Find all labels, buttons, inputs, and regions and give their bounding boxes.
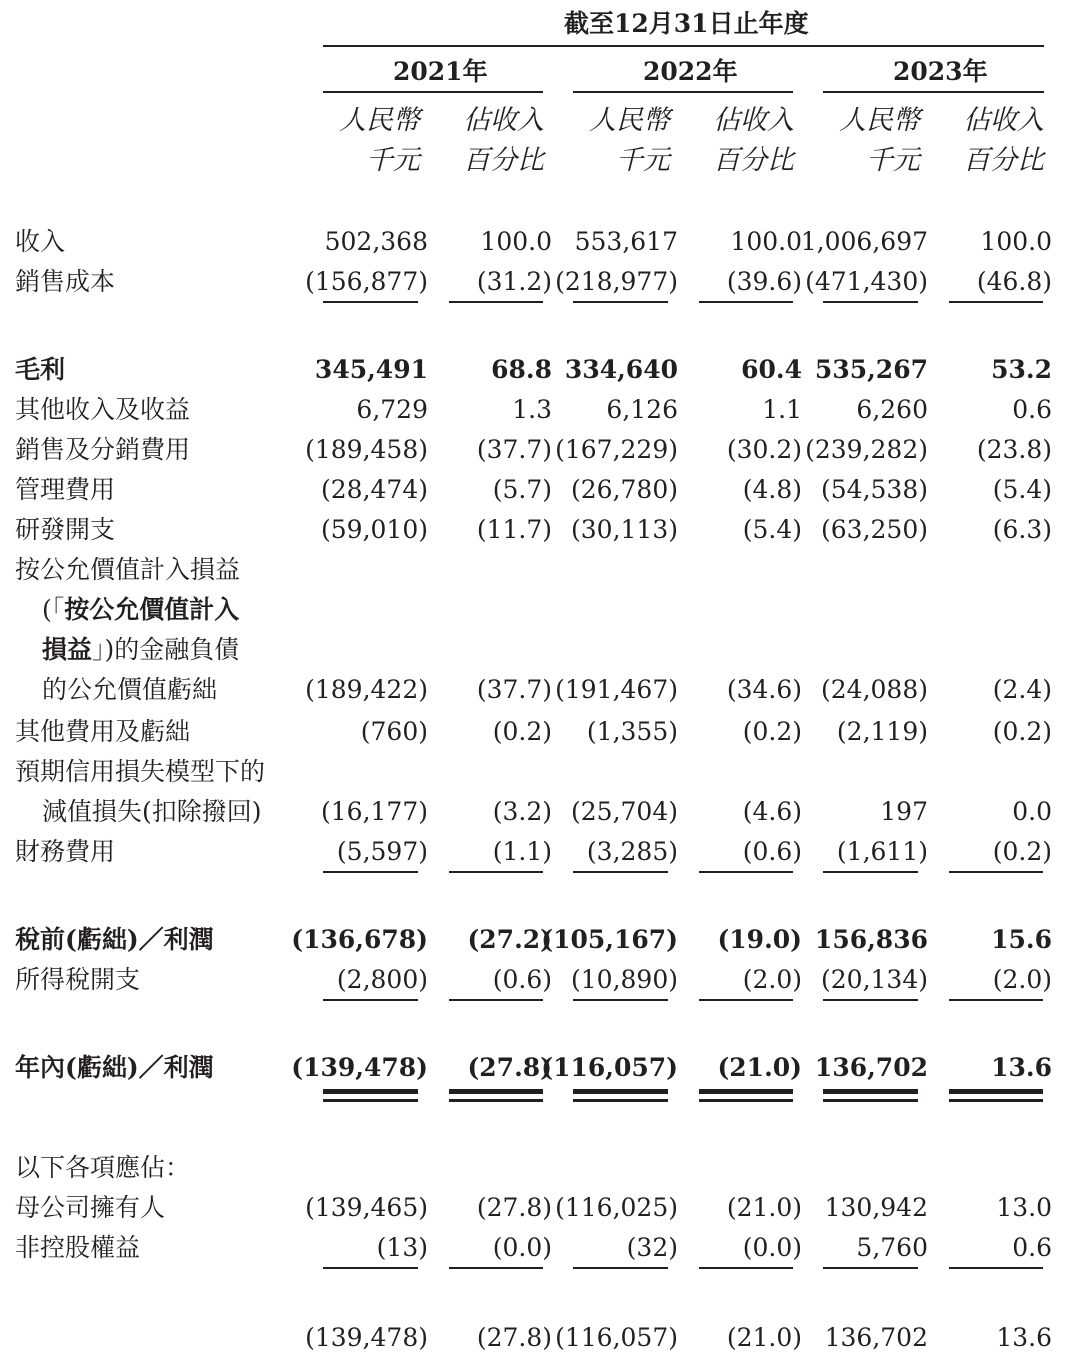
- row-label-line: [42, 594, 239, 626]
- row-value: (2.0): [742, 965, 802, 994]
- row-label-part: (「: [42, 595, 65, 624]
- row-value: (471,430): [805, 267, 928, 296]
- year-2023-underline: [823, 91, 1044, 93]
- rule-line: [323, 1089, 418, 1094]
- unit-rmb-line2: 千元: [366, 145, 420, 176]
- row-value: (39.6): [726, 267, 802, 296]
- unit-rmb-line2: 千元: [616, 145, 670, 176]
- row-value: (27.8): [476, 1193, 552, 1222]
- row-value: 535,267: [814, 355, 928, 384]
- row-value: 100.0: [730, 227, 802, 256]
- unit-rmb-2023: [836, 104, 920, 178]
- unit-rmb-2022: [586, 104, 670, 178]
- row-value: (0.2): [992, 717, 1052, 746]
- row-value: (2.4): [992, 675, 1052, 704]
- row-value: 156,836: [814, 925, 928, 954]
- row-value: (6.3): [992, 515, 1052, 544]
- row-value: (5,597): [336, 837, 428, 866]
- row-label-line: 預期信用損失模型下的: [15, 757, 266, 786]
- rule-line: [323, 871, 418, 873]
- row-value: (136,678): [291, 925, 428, 954]
- row-label-line: [42, 634, 239, 666]
- row-value: (2,800): [336, 965, 428, 994]
- unit-pct-2023: [960, 104, 1044, 178]
- row-value: (116,025): [555, 1193, 678, 1222]
- unit-pct-line1: 佔收入: [463, 105, 544, 136]
- row-value: 1.1: [762, 395, 802, 424]
- year-2022-header: 2022年: [643, 57, 738, 86]
- unit-rmb-line1: 人民幣: [839, 105, 920, 136]
- row-value: (0.2): [992, 837, 1052, 866]
- unit-pct-2021: [460, 104, 544, 178]
- row-value: (139,465): [305, 1193, 428, 1222]
- row-value: (0.6): [742, 837, 802, 866]
- rule-line: [323, 999, 418, 1001]
- rule-line: [949, 999, 1043, 1001]
- row-value: 60.4: [741, 355, 802, 384]
- row-value: 1,006,697: [800, 227, 928, 256]
- row-value: 68.8: [491, 355, 552, 384]
- rule-line: [449, 1267, 543, 1269]
- rule-line: [823, 999, 918, 1001]
- row-value: (27.8): [476, 1323, 552, 1352]
- row-label-part: 按公允價值計入: [64, 595, 240, 624]
- rule-line: [323, 1267, 418, 1269]
- rule-line: [699, 1267, 793, 1269]
- row-value: (0.2): [492, 717, 552, 746]
- row-label: 其他費用及虧絀: [15, 717, 191, 746]
- rule-line: [449, 301, 543, 303]
- row-value: (116,057): [555, 1323, 678, 1352]
- row-label: 財務費用: [15, 837, 116, 866]
- row-value: (0.2): [742, 717, 802, 746]
- rule-line: [699, 1099, 793, 1102]
- row-label: 其他收入及收益: [15, 395, 191, 424]
- rule-line: [573, 1267, 668, 1269]
- row-label: 管理費用: [15, 475, 116, 504]
- rule-line: [449, 871, 543, 873]
- row-value: (5.4): [742, 515, 802, 544]
- row-value: 6,260: [856, 395, 928, 424]
- unit-pct-2022: [710, 104, 794, 178]
- unit-pct-line1: 佔收入: [713, 105, 794, 136]
- row-value: 0.6: [1012, 1233, 1052, 1262]
- year-2021-header: 2021年: [393, 57, 488, 86]
- row-value: 13.0: [996, 1193, 1052, 1222]
- row-value: (31.2): [476, 267, 552, 296]
- rule-line: [323, 1099, 418, 1102]
- rule-line: [949, 871, 1043, 873]
- row-label-line: 按公允價值計入損益: [15, 555, 241, 584]
- row-value: (46.8): [976, 267, 1052, 296]
- rule-line: [449, 1089, 543, 1094]
- rule-line: [573, 871, 668, 873]
- row-value: (5.7): [492, 475, 552, 504]
- row-value: 136,702: [824, 1323, 928, 1352]
- row-value: (54,538): [821, 475, 928, 504]
- row-value: (3.2): [492, 797, 552, 826]
- row-value: (0.6): [492, 965, 552, 994]
- row-value: 100.0: [480, 227, 552, 256]
- row-value: (167,229): [555, 435, 678, 464]
- rule-line: [699, 999, 793, 1001]
- period-header: 截至12月31日止年度: [564, 9, 809, 38]
- unit-pct-line2: 百分比: [963, 145, 1044, 176]
- row-label: 收入: [15, 227, 66, 256]
- row-value: (11.7): [476, 515, 552, 544]
- row-value: (24,088): [821, 675, 928, 704]
- year-2021-underline: [323, 91, 543, 93]
- row-value: (218,977): [555, 267, 678, 296]
- rule-line: [949, 1099, 1043, 1102]
- row-value: 15.6: [991, 925, 1052, 954]
- rule-line: [823, 301, 918, 303]
- row-value: (156,877): [305, 267, 428, 296]
- year-2022-underline: [573, 91, 793, 93]
- row-label: 以下各項應佔：: [15, 1153, 191, 1182]
- row-value: (189,422): [305, 675, 428, 704]
- rule-line: [949, 301, 1043, 303]
- row-value: (30.2): [726, 435, 802, 464]
- row-value: (21.0): [726, 1193, 802, 1222]
- rule-line: [823, 1267, 918, 1269]
- row-value: (37.7): [476, 675, 552, 704]
- row-label-part: 」)的金融負債: [92, 635, 240, 664]
- row-value: 53.2: [991, 355, 1052, 384]
- rule-line: [573, 1099, 668, 1102]
- row-value: (27.2): [467, 925, 552, 954]
- row-value: (16,177): [321, 797, 428, 826]
- period-underline: [323, 45, 1044, 47]
- row-value: (5.4): [992, 475, 1052, 504]
- unit-pct-line2: 百分比: [463, 145, 544, 176]
- row-value: (139,478): [291, 1053, 428, 1082]
- row-label-line: 減值損失(扣除撥回): [42, 797, 262, 826]
- row-value: (189,458): [305, 435, 428, 464]
- row-value: (2,119): [836, 717, 928, 746]
- row-label: 年內(虧絀)／利潤: [15, 1053, 214, 1082]
- rule-line: [699, 1089, 793, 1094]
- row-value: 100.0: [980, 227, 1052, 256]
- row-label-part: 損益: [42, 635, 93, 664]
- row-label-line: 的公允價值虧絀: [42, 675, 218, 704]
- unit-rmb-line2: 千元: [866, 145, 920, 176]
- rule-line: [823, 871, 918, 873]
- row-value: (28,474): [321, 475, 428, 504]
- rule-line: [699, 301, 793, 303]
- row-value: 197: [880, 797, 928, 826]
- rule-line: [323, 301, 418, 303]
- row-label: 毛利: [15, 355, 66, 384]
- row-value: 1.3: [512, 395, 552, 424]
- rule-line: [699, 871, 793, 873]
- row-value: 553,617: [574, 227, 678, 256]
- rule-line: [573, 301, 668, 303]
- row-value: (105,167): [541, 925, 678, 954]
- row-value: (13): [376, 1233, 428, 1262]
- row-label: 所得稅開支: [15, 965, 141, 994]
- rule-line: [449, 1099, 543, 1102]
- rule-line: [573, 999, 668, 1001]
- row-value: 0.6: [1012, 395, 1052, 424]
- row-value: 130,942: [824, 1193, 928, 1222]
- row-value: 334,640: [564, 355, 678, 384]
- rule-line: [949, 1267, 1043, 1269]
- rule-line: [949, 1089, 1043, 1094]
- unit-pct-line2: 百分比: [713, 145, 794, 176]
- row-value: 13.6: [996, 1323, 1052, 1352]
- row-value: (0.0): [742, 1233, 802, 1262]
- row-value: (32): [626, 1233, 678, 1262]
- row-value: (23.8): [976, 435, 1052, 464]
- row-value: (30,113): [571, 515, 678, 544]
- row-value: (37.7): [476, 435, 552, 464]
- row-value: 5,760: [856, 1233, 928, 1262]
- row-value: (2.0): [992, 965, 1052, 994]
- unit-rmb-line1: 人民幣: [589, 105, 670, 136]
- row-value: (1.1): [492, 837, 552, 866]
- row-value: 345,491: [314, 355, 428, 384]
- row-value: (116,057): [541, 1053, 678, 1082]
- row-value: (19.0): [717, 925, 802, 954]
- unit-rmb-2021: [336, 104, 420, 178]
- row-value: (21.0): [726, 1323, 802, 1352]
- row-label: 稅前(虧絀)／利潤: [15, 925, 214, 954]
- row-value: (3,285): [586, 837, 678, 866]
- row-value: 6,729: [356, 395, 428, 424]
- rule-line: [823, 1089, 918, 1094]
- row-value: 136,702: [814, 1053, 928, 1082]
- row-value: (4.6): [742, 797, 802, 826]
- rule-line: [823, 1099, 918, 1102]
- row-value: (1,355): [586, 717, 678, 746]
- row-value: 502,368: [324, 227, 428, 256]
- row-value: (1,611): [836, 837, 928, 866]
- row-value: (25,704): [571, 797, 678, 826]
- row-value: 6,126: [606, 395, 678, 424]
- row-value: (63,250): [821, 515, 928, 544]
- rule-line: [449, 999, 543, 1001]
- row-value: (139,478): [305, 1323, 428, 1352]
- row-value: (4.8): [742, 475, 802, 504]
- unit-pct-line1: 佔收入: [963, 105, 1044, 136]
- row-value: (191,467): [555, 675, 678, 704]
- rule-line: [573, 1089, 668, 1094]
- row-value: (34.6): [726, 675, 802, 704]
- row-label: 研發開支: [15, 515, 116, 544]
- row-label: 母公司擁有人: [15, 1193, 166, 1222]
- row-value: (760): [360, 717, 428, 746]
- row-label: 銷售及分銷費用: [15, 435, 191, 464]
- row-label: 非控股權益: [15, 1233, 141, 1262]
- year-2023-header: 2023年: [893, 57, 988, 86]
- unit-rmb-line1: 人民幣: [339, 105, 420, 136]
- row-value: (20,134): [821, 965, 928, 994]
- row-value: (26,780): [571, 475, 678, 504]
- row-value: (10,890): [571, 965, 678, 994]
- row-value: (59,010): [321, 515, 428, 544]
- row-value: (0.0): [492, 1233, 552, 1262]
- row-value: (21.0): [717, 1053, 802, 1082]
- row-value: (27.8): [467, 1053, 552, 1082]
- row-label: 銷售成本: [15, 267, 116, 296]
- row-value: (239,282): [805, 435, 928, 464]
- row-value: 13.6: [991, 1053, 1052, 1082]
- row-value: 0.0: [1012, 797, 1052, 826]
